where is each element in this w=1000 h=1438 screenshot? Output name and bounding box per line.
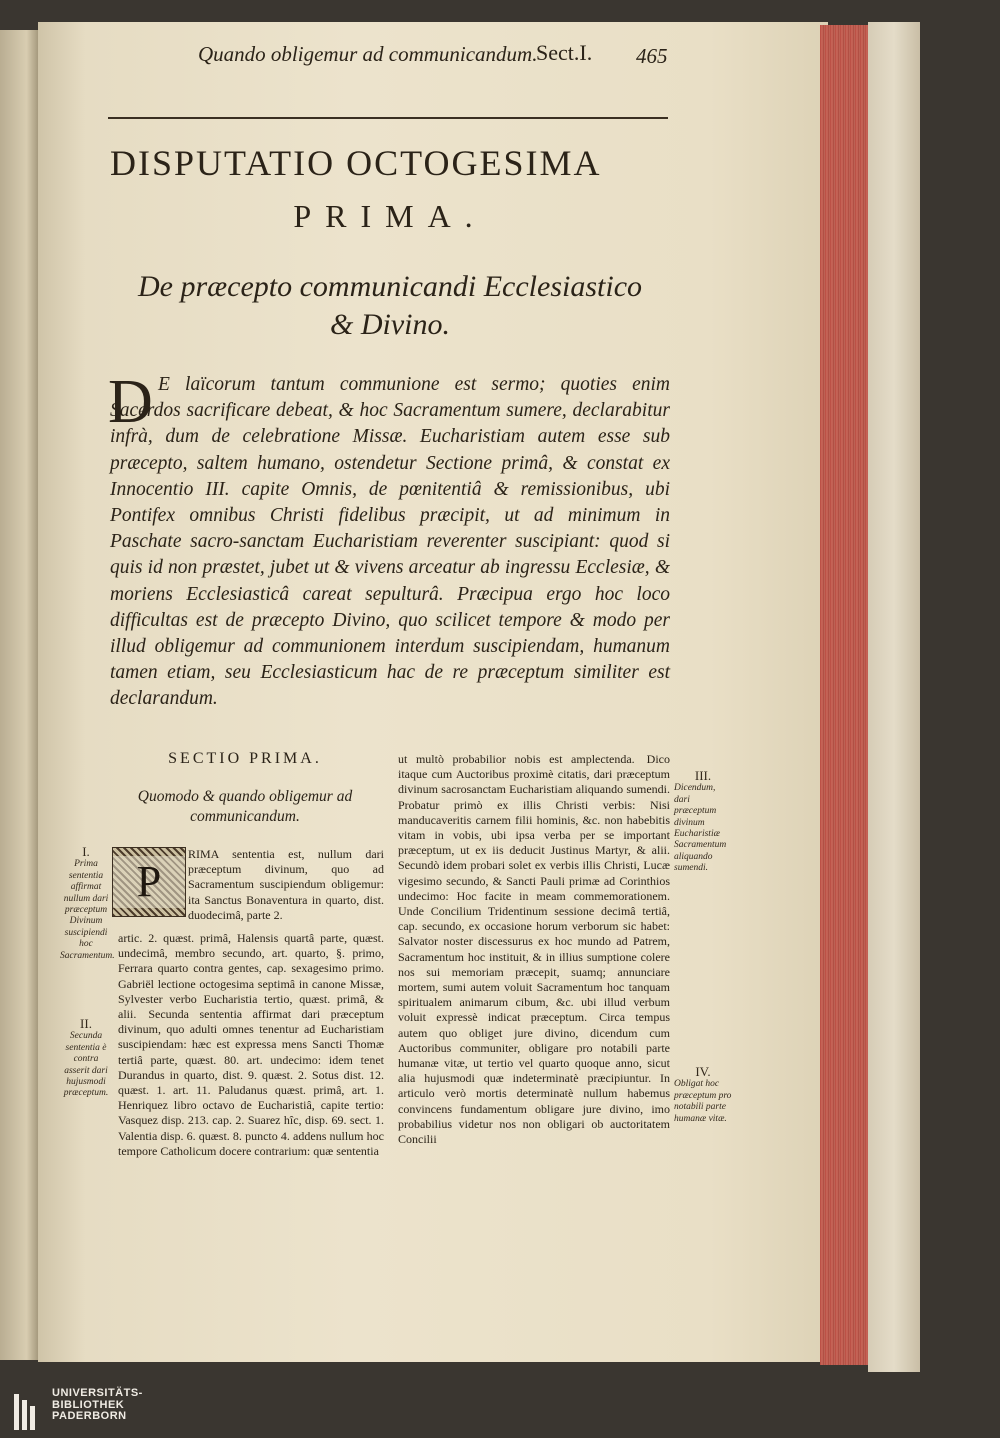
- margin-note-1-number: I.: [82, 844, 90, 859]
- margin-note-1: [60, 844, 115, 962]
- margin-note-4-number: IV.: [695, 1064, 711, 1079]
- library-name-line-3: PADERBORN: [52, 1410, 127, 1422]
- library-logo-icon: [12, 1392, 42, 1432]
- header-rule: [108, 117, 668, 119]
- subtitle-line-1: De præcepto communicandi Ecclesiastico: [137, 270, 643, 303]
- margin-note-1-text: Prima sententia affirmat nullum dari præceptum Divinum suscipiendi hoc Sacramentum.: [60, 859, 115, 961]
- page-number: 465: [636, 44, 668, 68]
- left-column-opening: RIMA sententia est, nullum dari præceptum divinum, quo ad Sacramentum suscipiendum obligemur: ita Sanctus Bonaventura in quarto, dist. duodecimâ, parte 2.: [188, 847, 384, 922]
- margin-note-4: [674, 1066, 732, 1125]
- section-subheading: [110, 787, 380, 827]
- ornamental-initial: [112, 847, 186, 917]
- disputation-title-line2: PRIMA.: [293, 198, 487, 234]
- red-page-edges: [820, 25, 868, 1365]
- disputation-subtitle: [110, 268, 670, 344]
- margin-note-3: [674, 770, 732, 875]
- margin-note-4-text: Obligat hoc præceptum pro notabili parte humanæ vitæ.: [674, 1079, 732, 1124]
- library-name-line-2: BIBLIOTHEK: [52, 1398, 125, 1411]
- ornamental-initial-letter: P: [113, 856, 185, 908]
- margin-note-2-text: Secunda sententia è contra asserit dari hujusmodi præceptum.: [63, 1031, 109, 1099]
- section-subheading-line-2: communicandum.: [190, 808, 300, 825]
- margin-note-3-text: Dicendum, dari præceptum divinum Eucharistiæ Sacramentum aliquando sumendi.: [674, 783, 727, 874]
- margin-note-2-number: II.: [80, 1016, 92, 1031]
- intro-drop-cap: D: [108, 368, 153, 436]
- intro-paragraph: E laïcorum tantum communione est sermo; quoties enim Sacerdos sacrificare debeat, & hoc Sacramentum sumere, declarabitur infrà, dum de celebratione Missæ. Eucharistiam autem esse sub præcepto, saltem humano, ostendetur Sectione primâ, & constat ex Innocentio III. capite Omnis, de pœnitentiâ & remissionibus, ubi Pontifex omnibus Christi fidelibus præcipit, ut ad minimum in Paschate sacro-sanctam Eucharistiam reverenter suscipiant: quod si quis id non præstet, jubet ut & vivens arceatur ab ingressu Ecclesiæ, & moriens Ecclesiasticâ careat sepulturâ. Præcipua ergo hoc loco difficultas est de præcepto Divino, quo scilicet tempore & modo per illud obligemur ad communionem interdum suscipiendam, humanum tamen etiam, seu Ecclesiasticum hac de re præceptum similiter est declarandum.: [110, 374, 670, 710]
- margin-note-3-number: III.: [694, 768, 712, 783]
- disputation-title: DISPUTATIO OCTOGESIMA: [110, 143, 602, 183]
- library-footer: [0, 1386, 1000, 1438]
- section-subheading-line-1: Quomodo & quando obligemur ad: [137, 788, 353, 805]
- book-cover-board: [868, 22, 920, 1372]
- running-title: Quando obligemur ad communicandum.: [198, 42, 538, 66]
- library-name-line-1: UNIVERSITÄTS-: [52, 1387, 143, 1399]
- margin-note-2: [60, 1018, 112, 1100]
- right-column-text: ut multò probabilior nobis est amplectenda. Dico itaque cum Auctoribus proximè citatis, dari præceptum divinum sacrosanctam Eucharistiam aliquando sumendi. Probatur primò ex illis Christi verbis: Nisi manducaveritis carnem filii hominis, &c. non habebitis vitam in vobis, ubi ipsa verba per se important præceptum, ut ex iis deducit Justinus Martyr, & alii. Secundò idem probari solet ex verbis illis Christi, Lucæ vigesimo secundo, & Sancti Pauli primæ ad Corinthios undecimo: Hoc facite in meam commemorationem. Unde Concilium Tridentinum sessione decimâ tertiâ, cap. secundo, ex occasione horum verborum sic habet: Salvator noster discessurus ex hoc mundo ad Patrem, Sacramentum hoc instituit, & in illius sumptione colere nos sui memoriam præcepit, suamq; annunciare mortem, sumi autem voluit Sacramentum hoc tanquam spiritualem animarum cibum, &c. ubi illud verbum voluit expressè indicat præceptum. Circa tempus autem quo obliget jure divino, dicendum cum Auctoribus communiter, obligare pro notabili parte humanæ vitæ, ut tertio vel quarto quoque anno, sicut alia hujusmodi quæ indeterminatè præcipiuntur. In articulo verò mortis determinatè nullum habemus convincens fundamentum obligare jure divino, imo probabilius videtur nos non obligari ob auctoritatem Concilii: [398, 752, 670, 1147]
- library-name: [52, 1388, 143, 1423]
- facing-page-edge: [0, 30, 38, 1360]
- subtitle-line-2: & Divino.: [330, 308, 450, 341]
- section-heading: SECTIO PRIMA.: [168, 750, 322, 767]
- left-column-text: artic. 2. quæst. primâ, Halensis quartâ parte, quæst. undecimâ, membro secundo, art. quarto, §. primo, Ferrara quarto contra gentes, cap. sexagesimo primo. Gabriël lectione octogesima septimâ in canone Missæ, Sylvester verbo Eucharistia tertio, quæst. primâ, & alii. Secunda sententia affirmat dari præceptum divinum, quo adulti omnes tenentur ad Eucharistiam suscipiendam: hæc est expressa mens Sancti Thomæ tertiâ parte, quæst. 80. art. undecimo: idem tenet Durandus in quarto, dist. 9. quæst. 2. Sotus dist. 12. quæst. 1. art. 11. Paludanus quæst. primâ, art. 1. Henriquez libro octavo de Eucharistiâ, capite tertio: Vasquez disp. 213. cap. 2. Suarez hîc, disp. 69. sect. 1. Valentia disp. 6. quæst. 8. puncto 4. addens nullum hoc tempore Catholicum docere contrarium: quæ sententia: [118, 931, 384, 1158]
- running-section: Sect.I.: [536, 40, 593, 65]
